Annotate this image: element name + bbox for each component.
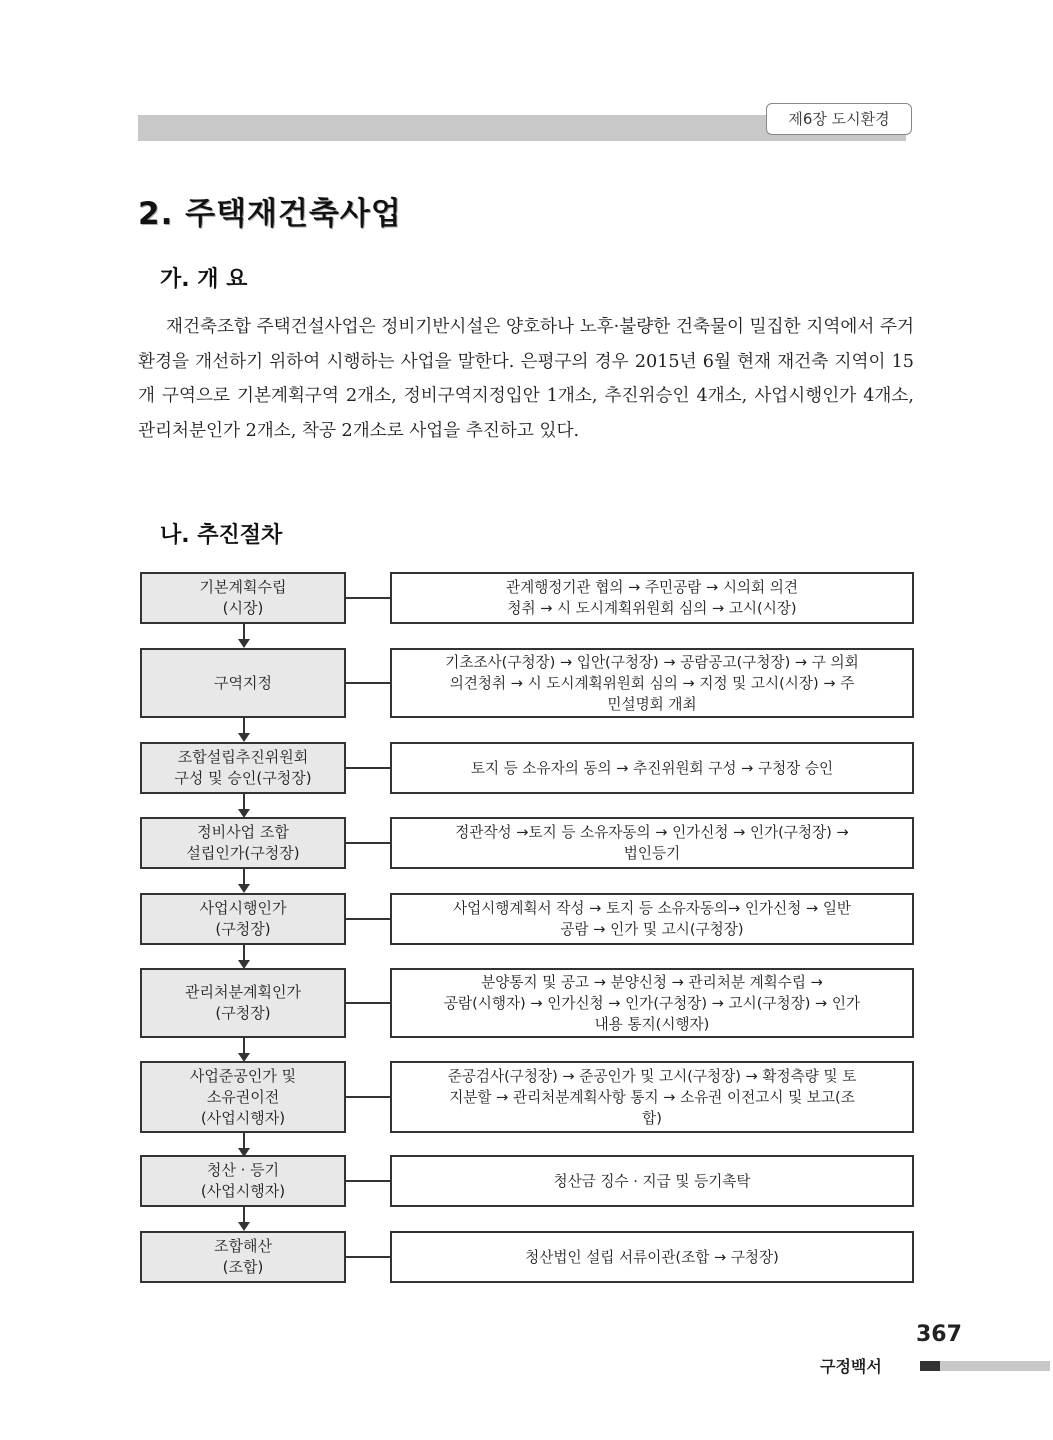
flow-detail: 사업시행계획서 작성 → 토지 등 소유자동의→ 인가신청 → 일반 공람 → 인가 및 고시(구청장) bbox=[390, 893, 914, 945]
flow-connector bbox=[346, 1096, 390, 1098]
flow-detail: 토지 등 소유자의 동의 → 추진위원회 구성 → 구청장 승인 bbox=[390, 742, 914, 794]
down-arrow-icon bbox=[243, 718, 245, 740]
procedure-heading: 나. 추진절차 bbox=[160, 523, 283, 548]
flow-connector bbox=[346, 767, 390, 769]
flow-stage: 사업준공인가 및 소유권이전 (사업시행자) bbox=[140, 1061, 346, 1133]
footer-label: 구정백서 bbox=[820, 1357, 882, 1376]
down-arrow-icon bbox=[243, 1133, 245, 1155]
page-number: 367 bbox=[916, 1322, 962, 1347]
flow-stage: 관리처분계획인가 (구청장) bbox=[140, 968, 346, 1038]
flow-stage: 사업시행인가 (구청장) bbox=[140, 893, 346, 945]
flow-stage: 구역지정 bbox=[140, 648, 346, 718]
down-arrow-icon bbox=[243, 624, 245, 646]
flow-detail: 준공검사(구청장) → 준공인가 및 고시(구청장) → 확정측량 및 토 지분할 → 관리처분계획사항 통지 → 소유권 이전고시 및 보고(조 합) bbox=[390, 1061, 914, 1133]
overview-heading: 가. 개 요 bbox=[160, 267, 248, 292]
flow-connector bbox=[346, 1002, 390, 1004]
overview-paragraph: 재건축조합 주택건설사업은 정비기반시설은 양호하나 노후·불량한 건축물이 밀집한 지역에서 주거환경을 개선하기 위하여 시행하는 사업을 말한다. 은평구의 경우 2015년 6월 현재 재건축 지역이 15개 구역으로 기본계획구역 2개소, 정비구역지정입안 1개소, 추진위승인 4개소, 사업시행인가 4개소, 관리처분인가 2개소, 착공 2개소로 사업을 추진하고 있다. bbox=[138, 317, 914, 441]
down-arrow-icon bbox=[243, 1038, 245, 1060]
flow-stage: 청산 · 등기 (사업시행자) bbox=[140, 1155, 346, 1207]
down-arrow-icon bbox=[243, 1207, 245, 1229]
flow-detail: 분양통지 및 공고 → 분양신청 → 관리처분 계획수립 → 공람(시행자) → 인가신청 → 인가(구청장) → 고시(구청장) → 인가 내용 통지(시행자) bbox=[390, 968, 914, 1038]
flow-connector bbox=[346, 597, 390, 599]
chapter-tab: 제6장 도시환경 bbox=[766, 103, 912, 135]
flow-connector bbox=[346, 842, 390, 844]
flow-detail: 기초조사(구청장) → 입안(구청장) → 공람공고(구청장) → 구 의회 의견청취 → 시 도시계획위원회 심의 → 지정 및 고시(시장) → 주 민설명회 개최 bbox=[390, 648, 914, 718]
flow-stage: 기본계획수립 (시장) bbox=[140, 572, 346, 624]
down-arrow-icon bbox=[243, 794, 245, 816]
flow-connector bbox=[346, 1180, 390, 1182]
flow-detail: 청산금 징수 · 지급 및 등기촉탁 bbox=[390, 1155, 914, 1207]
flow-detail: 청산법인 설립 서류이관(조합 → 구청장) bbox=[390, 1231, 914, 1283]
flow-connector bbox=[346, 918, 390, 920]
section-title: 2. 주택재건축사업 bbox=[138, 196, 402, 232]
footer-bar bbox=[920, 1361, 940, 1371]
flow-connector bbox=[346, 682, 390, 684]
footer-bar bbox=[940, 1361, 1050, 1371]
down-arrow-icon bbox=[243, 945, 245, 967]
flow-detail: 정관작성 →토지 등 소유자동의 → 인가신청 → 인가(구청장) → 법인등기 bbox=[390, 817, 914, 869]
flow-stage: 조합설립추진위원회 구성 및 승인(구청장) bbox=[140, 742, 346, 794]
flow-stage: 정비사업 조합 설립인가(구청장) bbox=[140, 817, 346, 869]
flow-stage: 조합해산 (조합) bbox=[140, 1231, 346, 1283]
flow-connector bbox=[346, 1256, 390, 1258]
down-arrow-icon bbox=[243, 869, 245, 891]
flow-detail: 관계행정기관 협의 → 주민공람 → 시의회 의견 청취 → 시 도시계획위원회 심의 → 고시(시장) bbox=[390, 572, 914, 624]
